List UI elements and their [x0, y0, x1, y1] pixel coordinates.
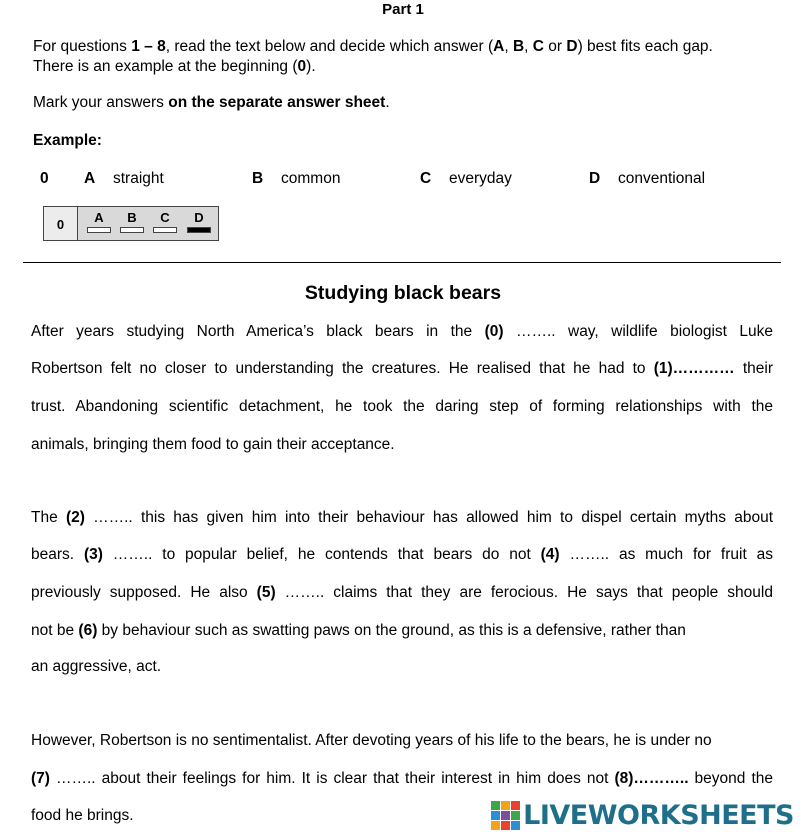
passage-text-run: …….. as much for fruit as	[559, 546, 773, 563]
answer-option-letter: C	[160, 210, 170, 225]
passage-text-run: …….. claims that they are ferocious. He says that people should	[275, 584, 773, 601]
answer-option-letter: B	[127, 210, 137, 225]
instr-text: ).	[306, 58, 316, 75]
liveworksheets-watermark	[491, 799, 794, 831]
passage-text-run: beyond the	[688, 770, 773, 787]
passage-line	[31, 546, 773, 564]
passage-line	[31, 398, 773, 416]
option-letter: A	[493, 38, 505, 55]
answer-bubble	[187, 227, 211, 233]
passage-line	[31, 732, 773, 750]
passage-text-run: …….. this has given him into their behaviour has allowed him to dispel certain myths about	[84, 509, 774, 526]
instr-text: or	[543, 38, 567, 55]
instr-text: , read the text below and decide which answer (	[165, 38, 494, 55]
passage-line	[31, 436, 773, 454]
passage-text-run: However, Robertson is no sentimentalist. After devoting years of his life to the bears, he is under no	[31, 732, 712, 749]
answer-bubble	[120, 227, 144, 233]
passage-line	[31, 622, 773, 640]
example-option-word-d: conventional	[618, 170, 706, 187]
gap-number: (7)	[31, 770, 50, 787]
example-option-word-b: common	[281, 170, 341, 187]
passage-line	[31, 509, 773, 527]
instr-text: There is an example at the beginning (	[33, 58, 298, 75]
passage-text-run: their	[734, 360, 773, 377]
passage-text-run: bears.	[31, 546, 84, 563]
answer-option-d	[186, 210, 212, 233]
example-option-letter-b: B	[252, 170, 264, 187]
answer-option-c	[152, 210, 178, 233]
passage-line	[31, 584, 773, 602]
question-range: 1 – 8	[131, 38, 166, 55]
example-option-word-c: everyday	[449, 170, 512, 187]
instr-text: ) best fits each gap.	[577, 38, 713, 55]
instructions-line-2	[33, 57, 316, 77]
gap-number: (2)	[65, 509, 85, 526]
passage-line	[31, 323, 773, 341]
passage-text-run: trust. Abandoning scientific detachment, he took the daring step of forming relationships with the	[31, 398, 773, 415]
passage-line	[31, 770, 773, 788]
example-answer-box	[43, 206, 219, 241]
gap-number: (3)	[83, 546, 103, 563]
instr-text: Mark your answers	[33, 94, 169, 111]
gap-number: (6)	[78, 622, 98, 639]
passage-line	[31, 360, 773, 378]
answer-bubble	[87, 227, 111, 233]
passage-text-run: The	[31, 509, 66, 526]
passage-line	[31, 658, 773, 676]
passage-text-run: not be	[31, 622, 79, 639]
passage-text-run: an aggressive, act.	[31, 658, 162, 675]
instr-text: .	[385, 94, 390, 111]
passage-text-run: by behaviour such as swatting paws on the ground, as this is a defensive, rather than	[97, 622, 686, 639]
text-title: Studying black bears	[304, 282, 502, 304]
answer-sheet-note: on the separate answer sheet	[168, 94, 386, 111]
passage-text-run: …….. way, wildlife biologist Luke	[503, 323, 773, 340]
answer-option-letter: A	[94, 210, 104, 225]
instructions-line-1	[33, 37, 713, 57]
gap-number: (0)	[484, 323, 504, 340]
passage-text-run: Robertson felt no closer to understanding the creatures. He realised that he had to	[31, 360, 654, 377]
example-number: 0	[40, 170, 49, 187]
example-label: Example:	[33, 132, 102, 149]
instr-text: ,	[504, 38, 513, 55]
answer-bubble	[153, 227, 177, 233]
liveworksheets-logo-icon	[491, 801, 520, 830]
watermark-text: LIVEWORKSHEETS	[523, 799, 794, 831]
option-letter: D	[566, 38, 578, 55]
gap-number: (5)	[256, 584, 276, 601]
passage-text-run: food he brings.	[31, 807, 134, 824]
instr-text: ,	[524, 38, 533, 55]
passage-text-run: …….. about their feelings for him. It is clear that their interest in him does not	[49, 770, 615, 787]
example-option-letter-c: C	[420, 170, 432, 187]
example-option-letter-d: D	[589, 170, 601, 187]
example-number-ref: 0	[297, 58, 307, 75]
passage-text-run: After years studying North America’s black bears in the	[31, 323, 485, 340]
mark-instruction	[33, 93, 390, 113]
gap-number: (4)	[540, 546, 560, 563]
answer-option-letter: D	[194, 210, 204, 225]
passage-text-run: previously supposed. He also	[31, 584, 257, 601]
answer-option-a	[86, 210, 112, 233]
answer-box-number: 0	[44, 207, 78, 240]
answer-option-b	[119, 210, 145, 233]
passage-text-run: …….. to popular belief, he contends that bears do not	[102, 546, 541, 563]
option-letter: B	[512, 38, 525, 55]
gap-number: (1)…………	[653, 360, 735, 377]
option-letter: C	[532, 38, 544, 55]
example-option-letter-a: A	[84, 170, 96, 187]
part-title: Part 1	[382, 1, 424, 18]
example-option-word-a: straight	[113, 170, 164, 187]
passage-text-run: animals, bringing them food to gain their acceptance.	[31, 436, 395, 453]
section-divider	[23, 262, 781, 263]
gap-number: (8)………..	[614, 770, 689, 787]
instr-text: For questions	[33, 38, 132, 55]
